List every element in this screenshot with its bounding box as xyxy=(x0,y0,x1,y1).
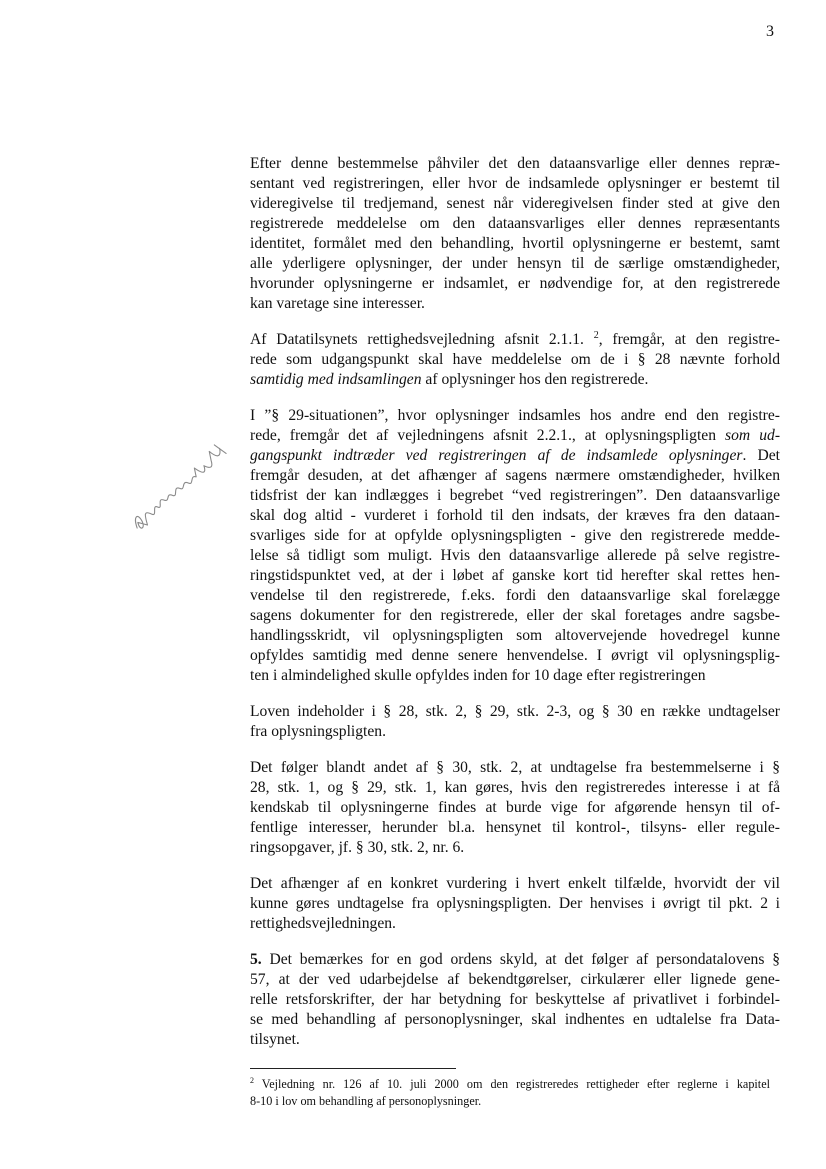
text-line: 5. Det bemærkes for en god ordens skyld, at det følger af persondatalovens § xyxy=(250,951,780,968)
text-line: Det afhænger af en konkret vurdering i hvert enkelt tilfælde, hvorvidt der vil xyxy=(250,875,780,892)
footnote-marker: 2 xyxy=(250,1075,254,1085)
page-number: 3 xyxy=(766,23,774,40)
text-line: Det følger blandt andet af § 30, stk. 2, at undtagelse fra bestemmelserne i § xyxy=(250,759,780,776)
text-line: relle retsforskrifter, der har betydning for beskyttelse af privatlivet i forbindel- xyxy=(250,991,780,1008)
text-line: kan varetage sine interesser. xyxy=(250,295,425,312)
emphasis: samtidig med indsamlingen xyxy=(250,371,422,388)
text-line: identitet, formålet med den behandling, hvortil oplysningerne er bestemt, samt xyxy=(250,235,780,252)
footnote-separator xyxy=(250,1068,456,1069)
text-line: skal dog altid - vurderet i forhold til den indsats, der kræves fra den dataan- xyxy=(250,507,780,524)
emphasis: gangspunkt indtræder ved registreringen af de indsamlede oplysninger xyxy=(250,447,743,464)
text-line: opfyldes samtidig med denne senere henvendelse. I øvrigt vil oplysningsplig- xyxy=(250,647,780,664)
text-line: rede som udgangspunkt skal have meddelelse om de i § 28 nævnte forhold xyxy=(250,351,780,368)
text-line: I ”§ 29-situationen”, hvor oplysninger indsamles hos andre end den registre- xyxy=(250,407,780,424)
text-line: handlingsskridt, vil oplysningspligten som altovervejende hovedregel kunne xyxy=(250,627,780,644)
text-line: se med behandling af personoplysninger, skal indhentes en udtalelse fra Data- xyxy=(250,1011,780,1028)
text-line: lelse så tidligt som muligt. Hvis den dataansvarlige allerede på selve registre- xyxy=(250,547,780,564)
text-line: Loven indeholder i § 28, stk. 2, § 29, stk. 2-3, og § 30 en række undtagelser xyxy=(250,703,780,720)
text-line: svarliges side for at opfylde oplysningspligten - give den registrerede medde- xyxy=(250,527,780,544)
section-number: 5. xyxy=(250,951,262,968)
text-line: fra oplysningspligten. xyxy=(250,723,386,740)
text-line: hvorunder oplysningerne er indsamlet, er nødvendige for, at den registrerede xyxy=(250,275,780,292)
footnote-reference: 2 xyxy=(593,329,599,341)
text-line: rede, fremgår det af vejledningens afsnit 2.2.1., at oplysningspligten som ud- xyxy=(250,427,781,444)
text-line: vendelse til den registrerede, f.eks. fordi den dataansvarlige skal forelægge xyxy=(250,587,780,604)
text-line: 28, stk. 1, og § 29, stk. 1, kan gøres, hvis den registreredes interesse i at få xyxy=(250,779,780,796)
text-line: ringstidspunktet ved, at der i løbet af ganske kort tid herefter skal rettes hen- xyxy=(250,567,780,584)
handwritten-scribble-icon xyxy=(118,424,253,542)
text-line: tidsfrist der kan indlægges i begrebet “ved registreringen”. Den dataansvarlige xyxy=(250,487,780,504)
footnote-line: 8-10 i lov om behandling af personoplysninger. xyxy=(250,1094,482,1108)
text-line: fentlige interesser, herunder bl.a. hensynet til kontrol-, tilsyns- eller regule- xyxy=(250,819,780,836)
emphasis: som ud- xyxy=(725,427,781,444)
text-line: ten i almindelighed skulle opfyldes inden for 10 dage efter registreringen xyxy=(250,667,706,684)
text-line: sagens dokumenter for den registrerede, eller der skal foretages andre sagsbe- xyxy=(250,607,780,624)
text-line: kendskab til oplysningerne findes at burde vige for afgørende hensyn til of- xyxy=(250,799,780,816)
text-line: kunne gøres undtagelse fra oplysningspligten. Der henvises i øvrigt til pkt. 2 i xyxy=(250,895,780,912)
text-line: alle yderligere oplysninger, der under hensyn til de særlige omstændigheder, xyxy=(250,255,780,272)
text-line: Efter denne bestemmelse påhviler det den dataansvarlige eller dennes repræ- xyxy=(250,155,780,172)
footnote-line: $^2$ Vejledning nr. 126 af 10. juli 2000 om den registreredes rettigheder efter reglerne i kapitel xyxy=(250,1075,770,1091)
handwritten-annotation xyxy=(118,424,256,546)
text-line: Af Datatilsynets rettighedsvejledning afsnit 2.1.1. $^2$, fremgår, at den registre- xyxy=(250,329,780,348)
text-line: registrerede meddelelse om den dataansvarliges eller dennes repræsentants xyxy=(250,215,780,232)
text-line: rettighedsvejledningen. xyxy=(250,915,396,932)
text-line: ringsopgaver, jf. § 30, stk. 2, nr. 6. xyxy=(250,839,465,856)
text-line: 57, at der ved udarbejdelse af bekendtgørelser, cirkulærer eller lignede gene- xyxy=(250,971,780,988)
text-line: gangspunkt indtræder ved registreringen af de indsamlede oplysninger. Det xyxy=(250,447,781,464)
text-line: videregivelse til tredjemand, senest når videregivelsen finder sted at give den xyxy=(250,195,780,212)
text-line: samtidig med indsamlingen af oplysninger hos den registrerede. xyxy=(250,371,649,388)
text-line: tilsynet. xyxy=(250,1031,300,1048)
text-line: fremgår desuden, at det afhænger af sagens nærmere omstændigheder, hvilken xyxy=(250,467,780,484)
text-line: sentant ved registreringen, eller hvor de indsamlede oplysninger er bestemt til xyxy=(250,175,780,192)
